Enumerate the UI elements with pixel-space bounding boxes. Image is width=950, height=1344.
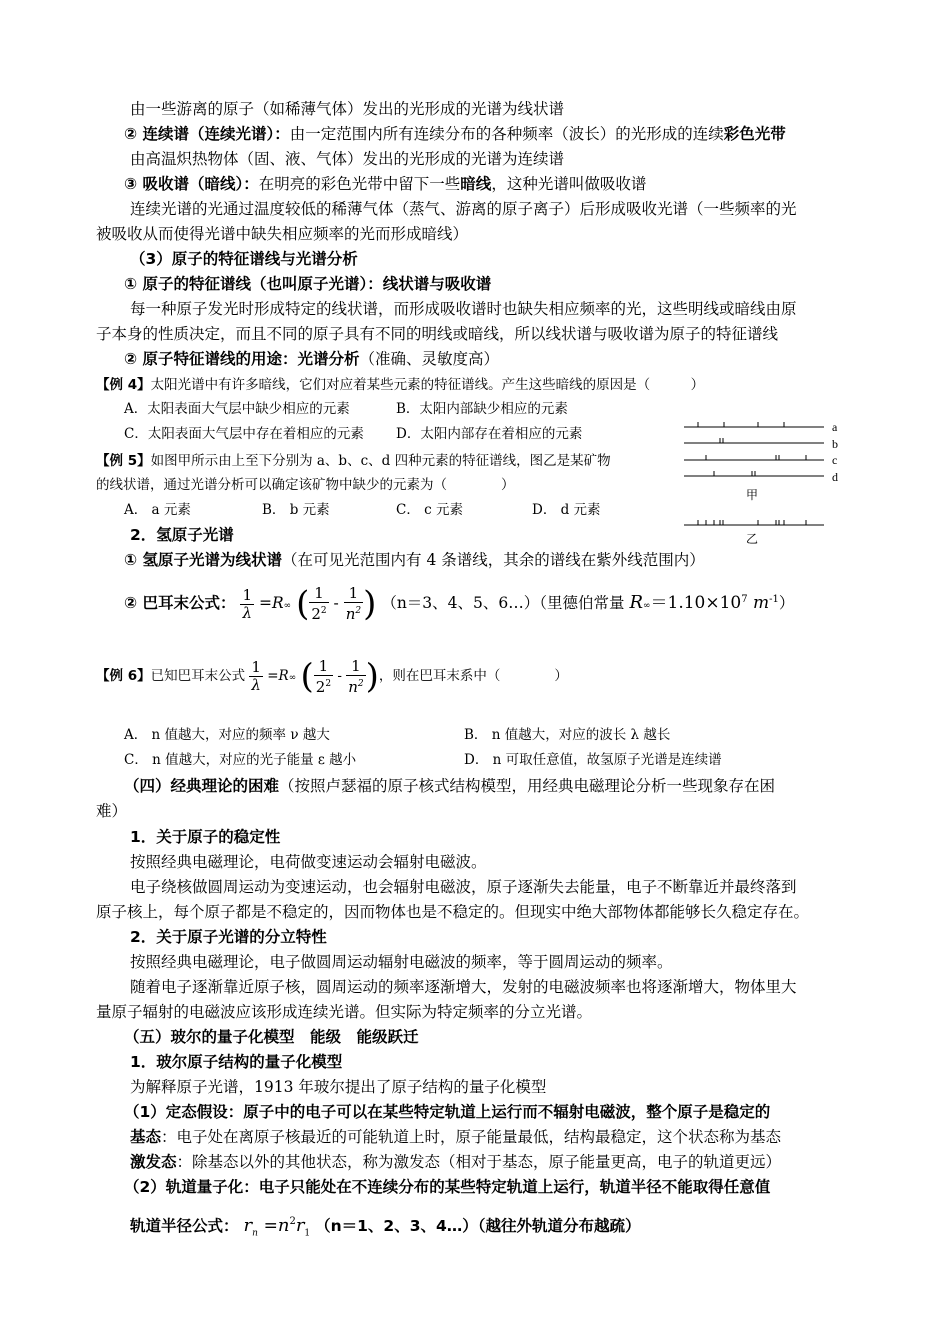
postulate-1: （1）定态假设：原子中的电子可以在某些特定轨道上运行而不辐射电磁波，整个原子是稳定的 <box>124 1103 771 1121</box>
option-d: D． d 元素 <box>532 502 601 518</box>
text-line: 为解释原子光谱，1913 年玻尔提出了原子结构的量子化模型 <box>130 1078 547 1096</box>
example-4: 【例 4】太阳光谱中有许多暗线，它们对应着某些元素的特征谱线。产生这些暗线的原因是（ ） <box>96 377 705 393</box>
text-line: 按照经典电磁理论，电荷做变速运动会辐射电磁波。 <box>130 853 487 871</box>
option-a: A． n 值越大，对应的频率 ν 越大 <box>124 727 330 743</box>
heading-continuous-spectrum: ② 连续谱（连续光谱）： <box>124 125 290 143</box>
text-line: 难） <box>96 802 128 820</box>
option-c: C． c 元素 <box>396 502 463 518</box>
option-b: B．太阳内部缺少相应的元素 <box>396 401 568 417</box>
option-d: D．太阳内部存在着相应的元素 <box>396 426 583 442</box>
text-line: 由高温炽热物体（固、液、气体）发出的光形成的光谱为连续谱 <box>130 150 565 168</box>
text-line: 按照经典电磁理论，电子做圆周运动辐射电磁波的频率，等于圆周运动的频率。 <box>130 953 673 971</box>
text-line: ① 氢原子光谱为线状谱（在可见光范围内有 4 条谱线，其余的谱线在紫外线范围内） <box>124 551 705 569</box>
text-line: ③ 吸收谱（暗线）：在明亮的彩色光带中留下一些暗线，这种光谱叫做吸收谱 <box>124 175 647 193</box>
figure-caption-jia: 甲 <box>746 488 759 502</box>
spectrum-diagram <box>680 416 850 546</box>
example-6: 【例 6】已知巴耳末公式 $\frac{1}{\lambda}$ =R∞ ( $\frac{1}{2^2}$ - $\frac{1}{n^2}$ )，则在巴耳末系中（ ） <box>96 656 568 697</box>
text-line: 激发态：除基态以外的其他状态，称为激发态（相对于基态，原子能量更高，电子的轨道更远） <box>130 1153 782 1171</box>
option-a: A． a 元素 <box>124 502 191 518</box>
section-heading: 2．关于原子光谱的分立特性 <box>130 928 327 946</box>
text-line: 由一些游离的原子（如稀薄气体）发出的光形成的光谱为线状谱 <box>130 100 565 118</box>
text-line: 量原子辐射的电磁波应该形成连续光谱。但实际为特定频率的分立光谱。 <box>96 1003 593 1021</box>
option-b: B． n 值越大，对应的波长 λ 越长 <box>464 727 671 743</box>
balmer-formula-line: ② 巴耳末公式： $\frac{1}{\lambda}$ =R∞ ( $\frac{1}{2^2}$ - $\frac{1}{n^2}$ ) （n＝3、4、5、6…）（里德伯常量 $R\infty=1.10\times 10^7$ $m^{-1}$） <box>124 584 795 625</box>
text-line: 连续光谱的光通过温度较低的稀薄气体（蒸气、游离的原子离子）后形成吸收光谱（一些频率的光 <box>130 200 797 218</box>
section-heading: （3）原子的特征谱线与光谱分析 <box>130 250 358 268</box>
figure-caption-yi: 乙 <box>746 532 759 546</box>
heading-absorption-spectrum: ③ 吸收谱（暗线）： <box>124 175 259 193</box>
text-line: 电子绕核做圆周运动为变速运动，也会辐射电磁波，原子逐渐失去能量，电子不断靠近并最终落到 <box>130 878 797 896</box>
section-heading: （五）玻尔的量子化模型 能级 能级跃迁 <box>124 1028 419 1046</box>
text-line: （四）经典理论的困难（按照卢瑟福的原子核式结构模型，用经典电磁理论分析一些现象存在困 <box>124 777 776 795</box>
balmer-formula: $\frac{1}{\lambda}$ =R∞ ( $\frac{1}{2^2}$ - $\frac{1}{n^2}$ ) <box>242 584 377 625</box>
spectrum-label-b: b <box>832 436 838 451</box>
spectrum-label-d: d <box>832 469 838 484</box>
text-line: 随着电子逐渐靠近原子核，圆周运动的频率逐渐增大，发射的电磁波频率也将逐渐增大，物体里大 <box>130 978 797 996</box>
option-d: D． n 可取任意值，故氢原子光谱是连续谱 <box>464 752 722 768</box>
section-heading: 1．玻尔原子结构的量子化模型 <box>130 1053 343 1071</box>
text-line: 的线状谱，通过光谱分析可以确定该矿物中缺少的元素为（ ） <box>96 477 515 493</box>
option-c: C．太阳表面大气层中存在着相应的元素 <box>124 426 364 442</box>
text-line: ② 原子特征谱线的用途：光谱分析（准确、灵敏度高） <box>124 350 500 368</box>
postulate-2: （2）轨道量子化：电子只能处在不连续分布的某些特定轨道上运行，轨道半径不能取得任意值 <box>124 1178 771 1196</box>
option-a: A．太阳表面大气层中缺少相应的元素 <box>124 401 350 417</box>
orbit-radius-formula-line: 轨道半径公式： $r_n =n^2r_1$ （n＝1、2、3、4…）（越往外轨道分布越疏） <box>130 1215 641 1239</box>
option-b: B． b 元素 <box>262 502 330 518</box>
section-heading: 1．关于原子的稳定性 <box>130 828 281 846</box>
option-c: C． n 值越大，对应的光子能量 ε 越小 <box>124 752 357 768</box>
example-5: 【例 5】如图甲所示由上至下分别为 a、b、c、d 四种元素的特征谱线，图乙是某矿物 <box>96 453 611 469</box>
text-line: ① 原子的特征谱线（也叫原子光谱）：线状谱与吸收谱 <box>124 275 492 293</box>
text-line: 被吸收从而使得光谱中缺失相应频率的光而形成暗线） <box>96 225 469 243</box>
spectrum-figure <box>680 416 850 546</box>
spectrum-label-c: c <box>832 453 838 467</box>
text-line: 原子核上，每个原子都是不稳定的，因而物体也是不稳定的。但现实中绝大部物体都能够长久稳定存在。 <box>96 903 810 921</box>
text-line: ② 连续谱（连续光谱）：由一定范围内所有连续分布的各种频率（波长）的光形成的连续彩色光带 <box>124 125 786 143</box>
spectrum-label-a: a <box>832 420 838 434</box>
section-heading: 2．氢原子光谱 <box>130 526 234 544</box>
orbit-radius-formula: $r_n =n^2r_1$ <box>243 1215 311 1239</box>
text-line: 每一种原子发光时形成特定的线状谱，而形成吸收谱时也缺失相应频率的光，这些明线或暗线由原 <box>130 300 797 318</box>
text-line: 子本身的性质决定，而且不同的原子具有不同的明线或暗线，所以线状谱与吸收谱为原子的特征谱线 <box>96 325 779 343</box>
text-line: 基态：电子处在离原子核最近的可能轨道上时，原子能量最低，结构最稳定，这个状态称为基态 <box>130 1128 782 1146</box>
